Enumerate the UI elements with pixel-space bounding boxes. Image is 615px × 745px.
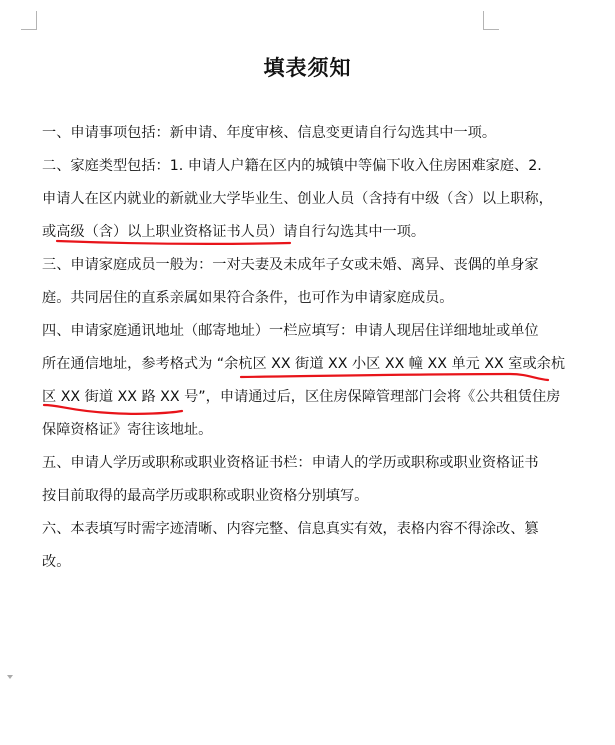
body-line: 区 XX 街道 XX 路 XX 号”，申请通过后，区住房保障管理部门会将《公共租赁住房 [42, 389, 561, 405]
body-line: 或高级（含）以上职业资格证书人员）请自行勾选其中一项。 [42, 224, 426, 240]
body-line: 改。 [42, 554, 71, 570]
page-corner-mark-top-right [483, 11, 499, 30]
body-line: 一、申请事项包括：新申请、年度审核、信息变更请自行勾选其中一项。 [42, 125, 497, 141]
body-line: 六、本表填写时需字迹清晰、内容完整、信息真实有效，表格内容不得涂改、篡 [42, 521, 539, 537]
body-line: 庭。共同居住的直系亲属如果符合条件，也可作为申请家庭成员。 [42, 290, 454, 306]
body-line: 三、申请家庭成员一般为：一对夫妻及未成年子女或未婚、离异、丧偶的单身家 [42, 257, 539, 273]
document-title: 填表须知 [263, 56, 352, 80]
body-line: 二、家庭类型包括：1. 申请人户籍在区内的城镇中等偏下收入住房困难家庭、2. [42, 158, 542, 174]
body-line: 所在通信地址，参考格式为 “余杭区 XX 街道 XX 小区 XX 幢 XX 单元 XX 室或余杭 [42, 356, 566, 372]
page-corner-mark-top-left [21, 11, 37, 30]
body-line: 申请人在区内就业的新就业大学毕业生、创业人员（含持有中级（含）以上职称， [42, 191, 553, 207]
document-body [42, 117, 566, 579]
body-line: 四、申请家庭通讯地址（邮寄地址）一栏应填写：申请人现居住详细地址或单位 [42, 323, 539, 339]
paragraph-marker-icon [7, 675, 13, 679]
body-line: 五、申请人学历或职称或职业资格证书栏：申请人的学历或职称或职业资格证书 [42, 455, 539, 471]
body-line: 按目前取得的最高学历或职称或职业资格分别填写。 [42, 488, 369, 504]
body-line: 保障资格证》寄往该地址。 [42, 422, 213, 438]
